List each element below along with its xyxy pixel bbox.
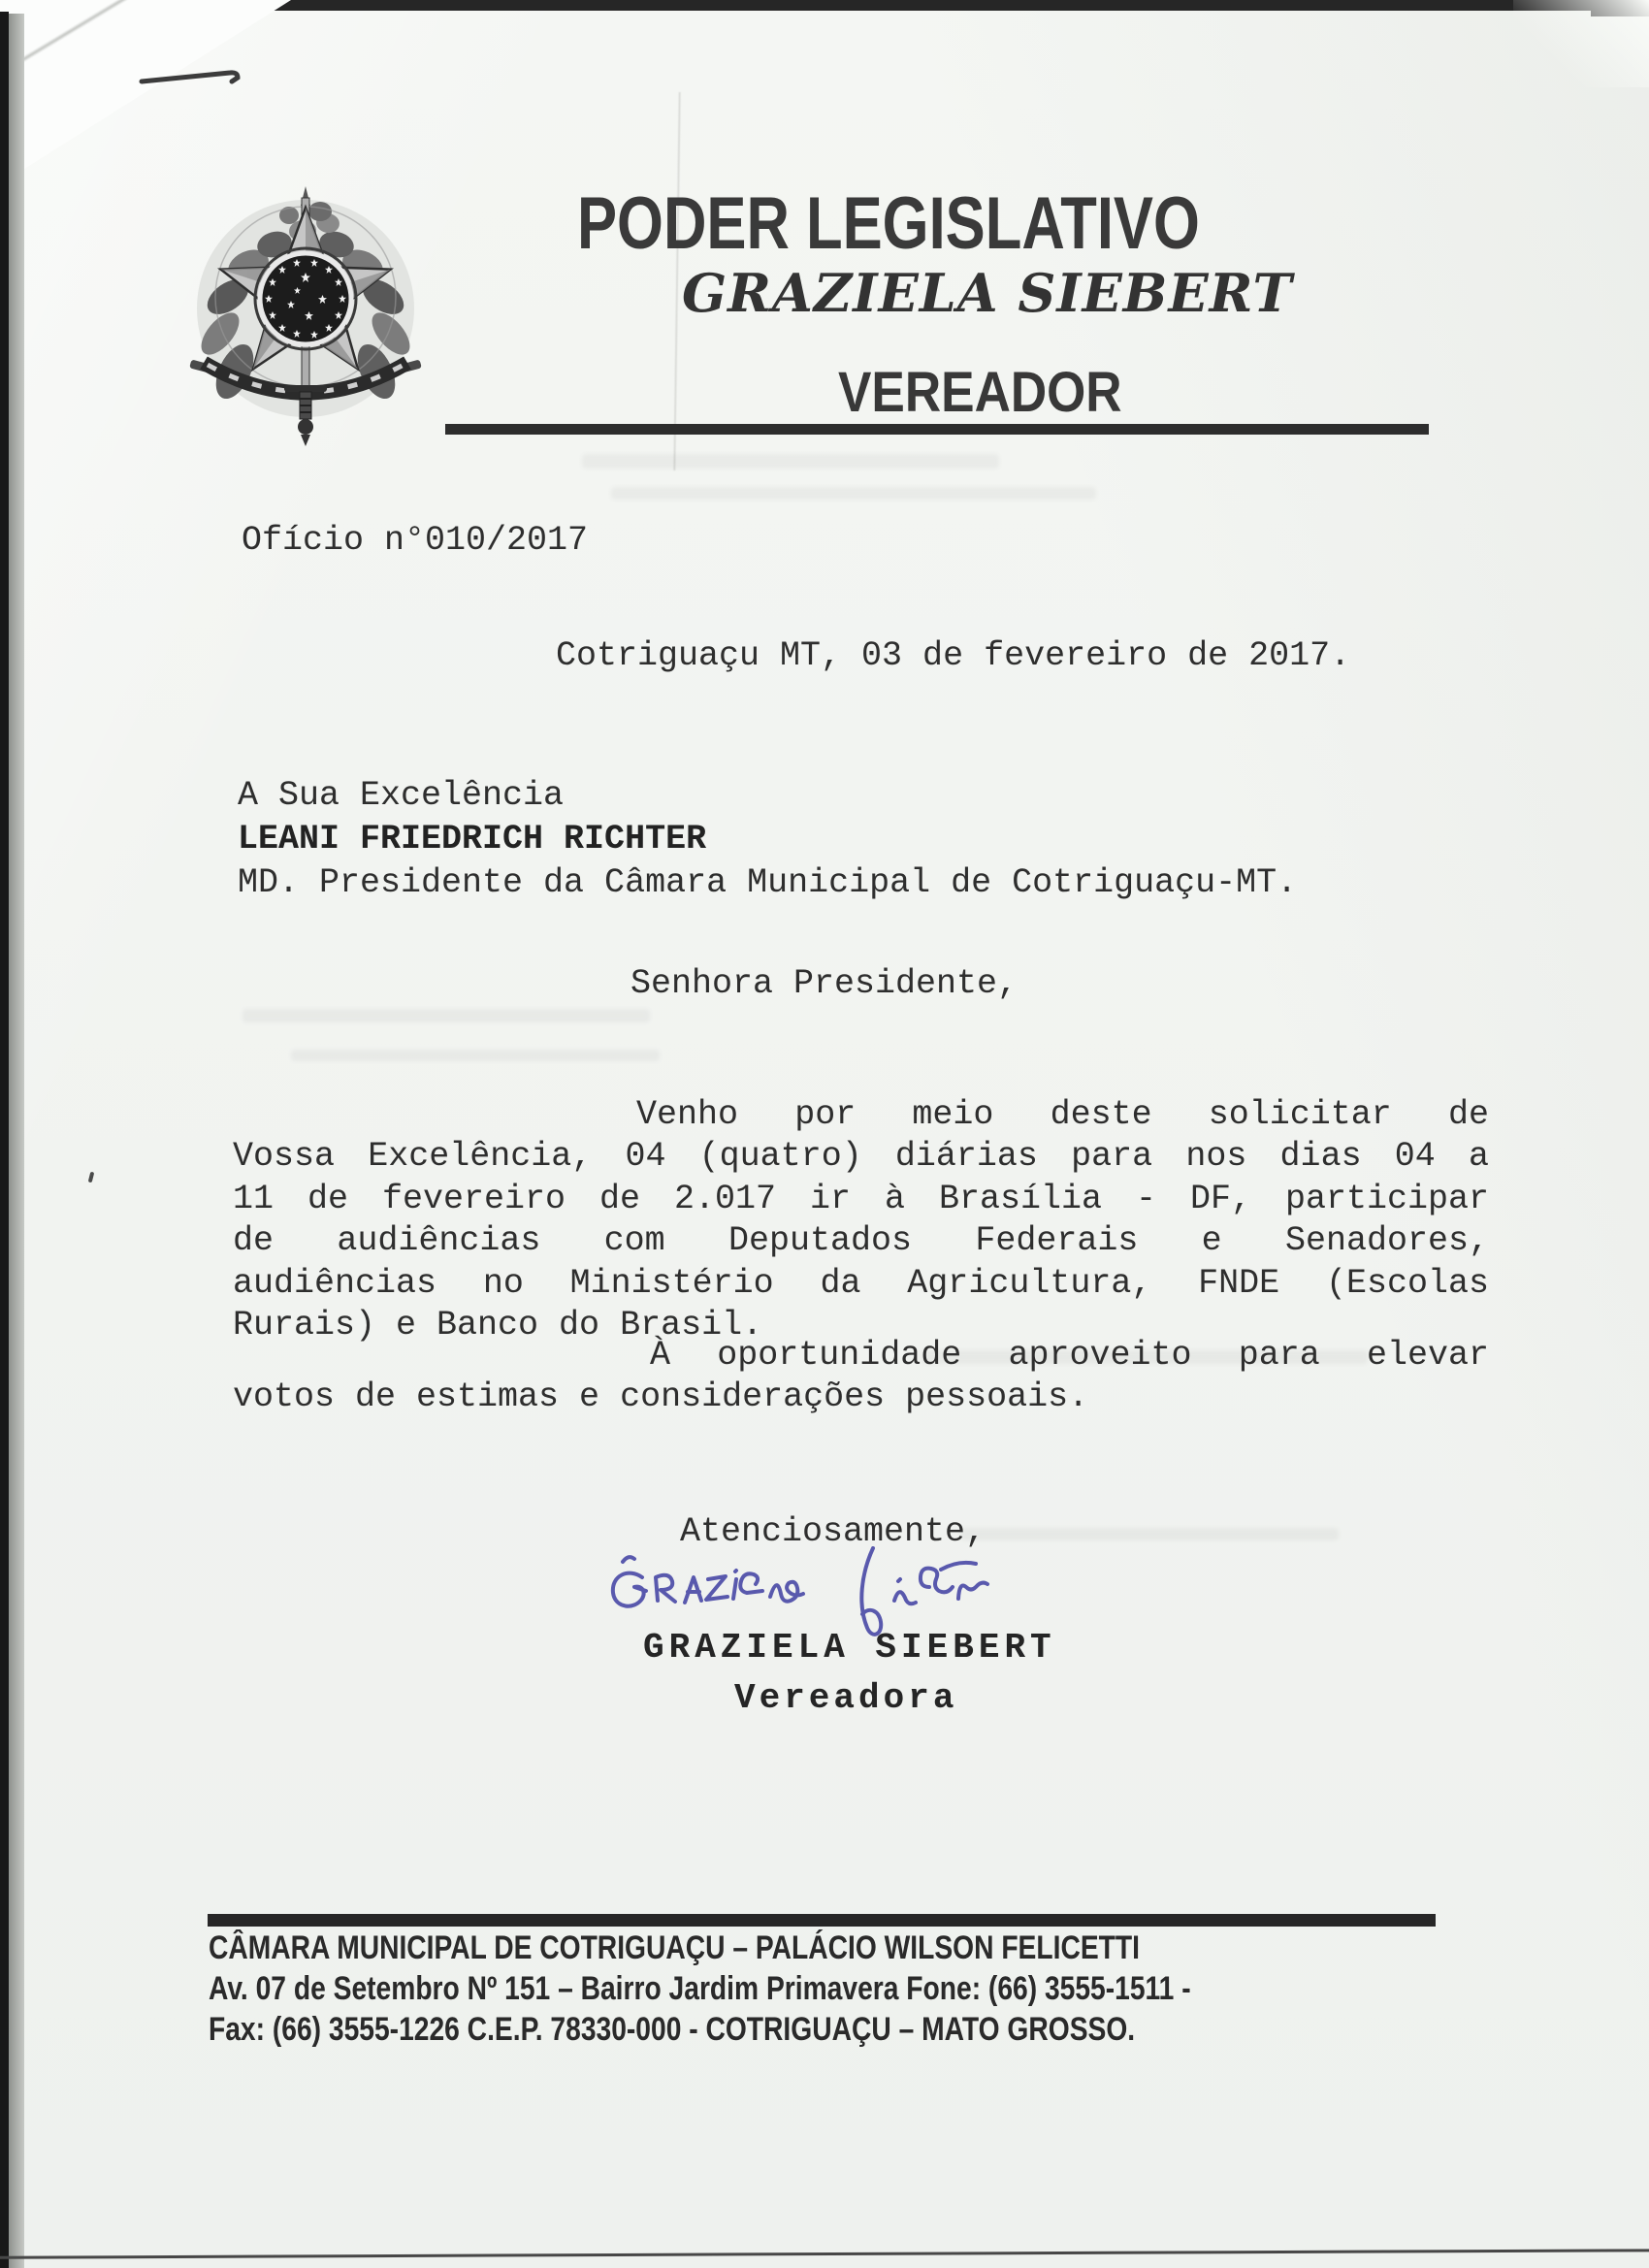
- scan-left-edge: [0, 12, 9, 2268]
- footer-rule: [208, 1914, 1436, 1927]
- footer-address-line: Av. 07 de Setembro Nº 151 – Bairro Jardim Primavera Fone: (66) 3555-1511 -: [209, 1970, 1191, 2007]
- scan-top-edge: [241, 0, 1649, 11]
- addressee-block: [238, 774, 1297, 905]
- salutation: Senhora Presidente,: [630, 964, 1018, 1003]
- scan-bottom-edge: [0, 2249, 1649, 2259]
- dateline: Cotriguaçu MT, 03 de fevereiro de 2017.: [556, 636, 1351, 675]
- signer-role: Vereadora: [734, 1678, 958, 1718]
- closing: Atenciosamente,: [680, 1512, 986, 1551]
- footer-block: [209, 1928, 1480, 2050]
- reference-number: Ofício n°010/2017: [242, 521, 589, 560]
- header-official-name: GRAZIELA SIEBERT: [682, 262, 1293, 324]
- addressee-honorific: A Sua Excelência: [238, 776, 565, 815]
- ink-speck: [88, 1172, 95, 1183]
- body-line: votos de estimas e considerações pessoais.: [233, 1377, 1089, 1416]
- print-ghost: [291, 1050, 660, 1061]
- paper-crease: [673, 92, 680, 470]
- addressee-title: MD. Presidente da Câmara Municipal de Cotriguaçu-MT.: [238, 863, 1298, 902]
- body-line: À oportunidade aproveito para elevar: [650, 1336, 1489, 1375]
- body-line: Rurais) e Banco do Brasil.: [233, 1306, 763, 1345]
- staple-mark: [136, 60, 247, 91]
- body-line: Venho por meio deste solicitar de: [636, 1095, 1489, 1134]
- header-office-title: VEREADOR: [838, 361, 1122, 424]
- addressee-name: LEANI FRIEDRICH RICHTER: [238, 820, 707, 859]
- print-ghost: [582, 454, 999, 469]
- body-line: 11 de fevereiro de 2.017 ir à Brasília - DF, participar: [233, 1180, 1489, 1218]
- page-fold-corner-right: [1513, 0, 1649, 87]
- page-fold-corner: [0, 0, 291, 184]
- footer-org-line: CÂMARA MUNICIPAL DE COTRIGUAÇU – PALÁCIO WILSON FELICETTI: [209, 1929, 1140, 1966]
- header-institution: PODER LEGISLATIVO: [577, 182, 1200, 265]
- body-line: Vossa Excelência, 04 (quatro) diárias para nos dias 04 a: [233, 1137, 1489, 1176]
- print-ghost: [960, 1528, 1339, 1540]
- coat-of-arms-icon: [175, 163, 438, 460]
- scan-left-edge-shadow: [9, 14, 24, 2268]
- header-rule: [445, 424, 1429, 435]
- body-line: de audiências com Deputados Federais e Senadores,: [233, 1221, 1489, 1260]
- print-ghost: [611, 487, 1096, 500]
- footer-contact-line: Fax: (66) 3555-1226 C.E.P. 78330-000 - COTRIGUAÇU – MATO GROSSO.: [209, 2011, 1136, 2048]
- print-ghost: [242, 1009, 650, 1022]
- signer-typed-name: GRAZIELA SIEBERT: [643, 1628, 1056, 1668]
- body-line: audiências no Ministério da Agricultura, FNDE (Escolas: [233, 1264, 1489, 1303]
